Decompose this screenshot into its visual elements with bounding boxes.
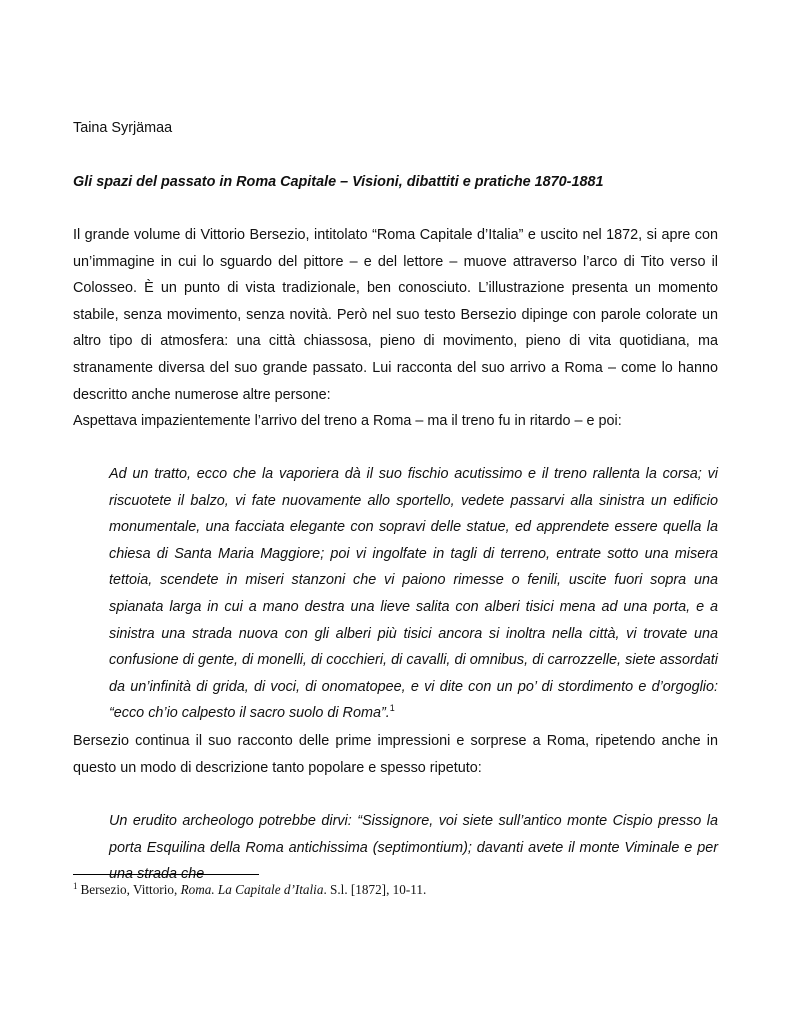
paragraph-continuation: Bersezio continua il suo racconto delle prime impressioni e sorprese a Roma, ripetendo anche in questo un modo di descrizione tanto popolare e spesso ripetuto: bbox=[73, 733, 718, 776]
document-page bbox=[73, 0, 718, 1024]
footnote-reference[interactable]: 1 bbox=[389, 703, 395, 714]
block-quote-arrival-text: Ad un tratto, ecco che la vaporiera dà il suo fischio acutissimo e il treno rallenta la corsa; vi riscuotete il balzo, vi fate nuovamente allo sportello, vedete passarvi alla sinistra un edificio monumentale, una facciata elegante con sopravi delle statue, ed apprendete essere quella la chiesa di Santa Maria Maggiore; poi vi ingolfate in tagli di terreno, entrate sotto una misera tettoia, scendete in miseri stanzoni che vi paiono rimesse o fenili, uscite fuori sopra una spianata larga in cui a mano destra una lieve salita con alberi tisici mena ad una porta, e a sinistra una strada nuova con gli alberi più tisici ancora si inoltra nella città, vi trovate una confusione di gente, di monelli, di cocchieri, di cavalli, di omnibus, di carrozzelle, siete assordati da un’infinità di grida, di voci, di onomatopee, e vi dite con un po’ di stordimento e d’orgoglio: “ecco ch’io calpesto il sacro suolo di Roma”. bbox=[109, 466, 718, 722]
footnote bbox=[73, 881, 426, 899]
paper-title: Gli spazi del passato in Roma Capitale – Visioni, dibattiti e pratiche 1870-1881 bbox=[73, 174, 604, 190]
footnote-divider bbox=[73, 874, 259, 875]
paragraph-arrival: Aspettava impazientemente l’arrivo del treno a Roma – ma il treno fu in ritardo – e poi: bbox=[73, 413, 622, 429]
paragraph-intro: Il grande volume di Vittorio Bersezio, intitolato “Roma Capitale d’Italia” e uscito nel 1872, si apre con un’immagine in cui lo sguardo del pittore – e del lettore – muove attraverso l’arco di Tito verso il Colosseo. È un punto di vista tradizionale, ben conosciuto. L’illustrazione presenta un momento stabile, senza movimento, senza novità. Però nel suo testo Bersezio dipinge con parole colorate un altro tipo di atmosfera: una città chiassosa, pieno di movimento, pieno di vita quotidiana, ma stranamente diversa del suo grande passato. Lui racconta del suo arrivo a Roma – come lo hanno descritto anche numerose altre persone: bbox=[73, 227, 718, 403]
footnote-work-title: Roma. La Capitale d’Italia bbox=[180, 882, 324, 897]
footnote-details: . S.l. [1872], 10-11. bbox=[323, 882, 427, 897]
footnote-author: Bersezio, Vittorio, bbox=[80, 882, 181, 897]
block-quote-arrival bbox=[109, 461, 718, 727]
footnote-number: 1 bbox=[73, 880, 78, 891]
author-name: Taina Syrjämaa bbox=[73, 120, 173, 136]
block-quote-archeologist: Un erudito archeologo potrebbe dirvi: “Sissignore, voi siete sull’antico monte Cispio presso la porta Esquilina della Roma antichissima (septimontium); davanti avete il monte Viminale e per una strada che bbox=[109, 813, 718, 883]
